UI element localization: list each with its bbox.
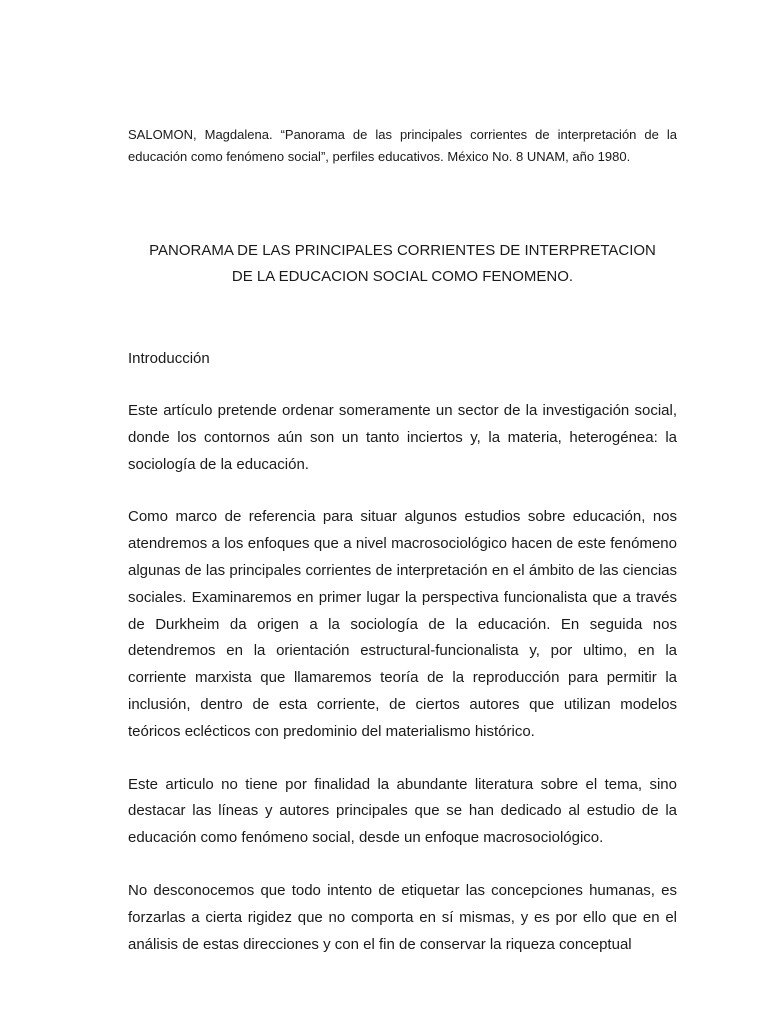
document-title — [128, 238, 677, 290]
paragraph-2: Como marco de referencia para situar algunos estudios sobre educación, nos atendremos a los enfoques que a nivel macrosociológico hacen de este fenómeno algunas de las principales corrientes de interpretación en el ámbito de las ciencias sociales. Examinaremos en primer lugar la perspectiva funcionalista que a través de Durkheim da origen a la sociología de la educación. En seguida nos detendremos en la orientación estructural-funcionalista y, por ultimo, en la corriente marxista que llamaremos teoría de la reproducción para permitir la inclusión, dentro de esta corriente, de ciertos autores que utilizan modelos teóricos eclécticos con predominio del materialismo histórico. — [128, 508, 677, 740]
bibliographic-citation: SALOMON, Magdalena. “Panorama de las principales corrientes de interpretación de la educación como fenómeno social”, perfiles educativos. México No. 8 UNAM, año 1980. — [128, 127, 677, 164]
document-title-line-2: DE LA EDUCACION SOCIAL COMO FENOMENO. — [231, 268, 574, 285]
paragraph-1: Este artículo pretende ordenar someramente un sector de la investigación social, donde los contornos aún son un tanto inciertos y, la materia, heterogénea: la sociología de la educación. — [128, 402, 677, 473]
paragraph-3: Este articulo no tiene por finalidad la abundante literatura sobre el tema, sino destacar las líneas y autores principales que se han dedicado al estudio de la educación como fenómeno social, desde un enfoque macrosociológico. — [128, 775, 677, 847]
section-heading-introduction: Introducción — [128, 350, 210, 367]
document-title-line-1: PANORAMA DE LAS PRINCIPALES CORRIENTES DE INTERPRETACION — [149, 242, 656, 259]
paragraph-4: No desconocemos que todo intento de etiquetar las concepciones humanas, es forzarlas a cierta rigidez que no comporta en sí mismas, y es por ello que en el análisis de estas direcciones y con el fin de conservar la riqueza conceptual — [128, 881, 677, 953]
document-body — [128, 124, 677, 958]
